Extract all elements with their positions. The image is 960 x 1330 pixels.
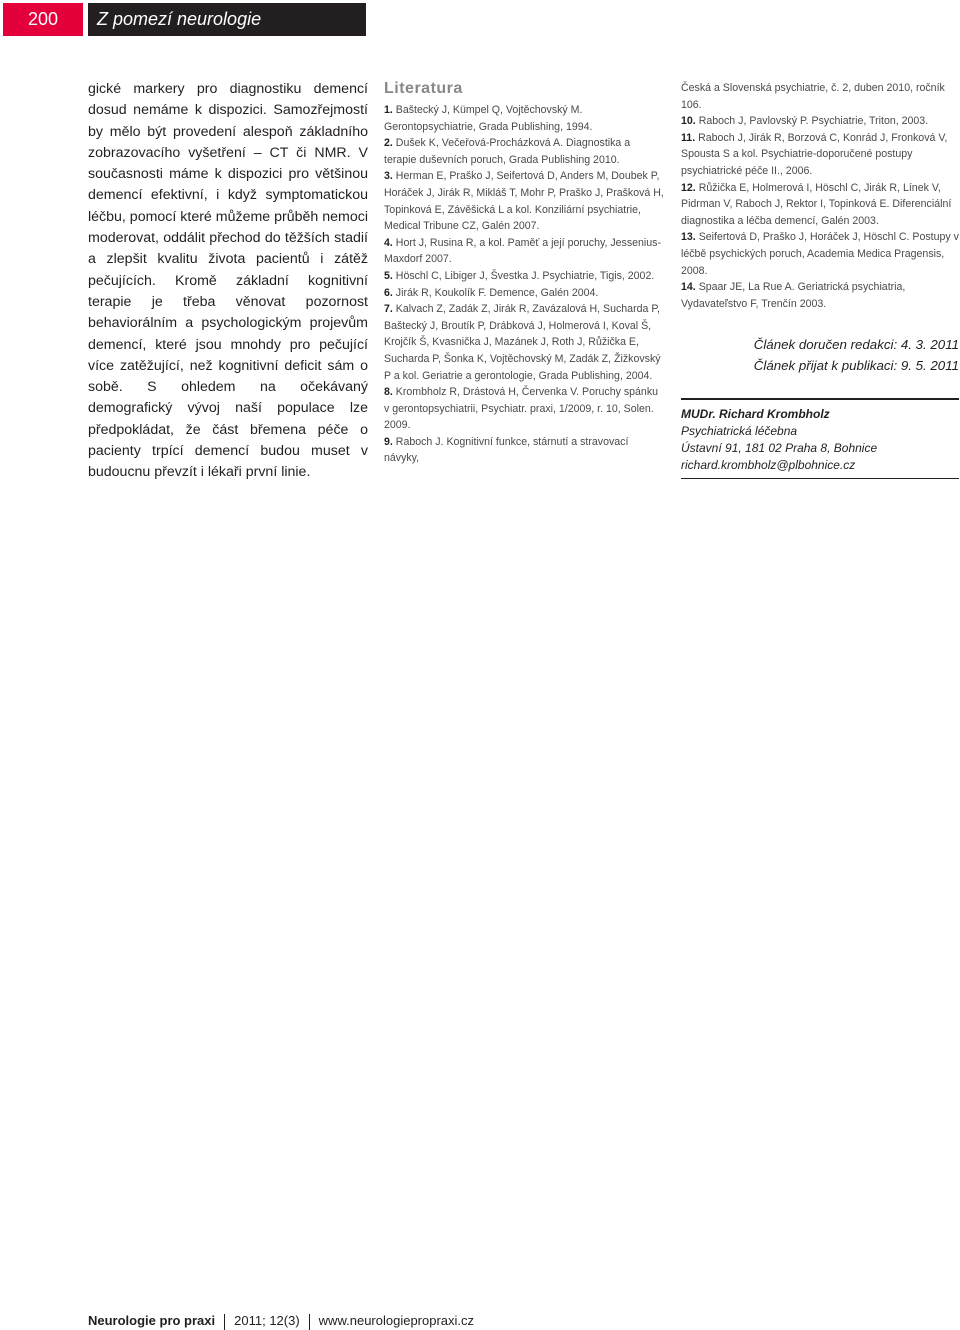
reference-list <box>384 102 664 467</box>
reference-item <box>384 268 664 285</box>
footer-divider <box>224 1314 225 1330</box>
reference-text: Raboch J. Kognitivní funkce, stárnutí a stravovací návyky, <box>384 435 629 465</box>
reference-item <box>384 384 664 434</box>
reference-text: Růžička E, Holmerová I, Höschl C, Jirák R, Línek V, Pidrman V, Raboch J, Rektor I, Topinková E. Diferenciální diagnostika a léčba demencí, Galén 2003. <box>681 181 952 227</box>
reference-text: Jirák R, Koukolík F. Demence, Galén 2004. <box>395 286 599 299</box>
section-title: Z pomezí neurologie <box>88 3 366 36</box>
article-dates <box>681 334 959 376</box>
author-department: Psychiatrická léčebna <box>681 424 798 439</box>
reference-text: Spaar JE, La Rue A. Geriatrická psychiatria, Vydavateľstvo F, Trenčín 2003. <box>681 281 906 310</box>
footer-journal: Neurologie pro praxi <box>88 1313 216 1328</box>
reference-item <box>681 279 959 312</box>
reference-number: 4. <box>384 236 393 249</box>
reference-item <box>384 168 664 234</box>
reference-list-continued <box>681 80 959 312</box>
footer-issue: 2011; 12(3) <box>234 1313 300 1328</box>
author-block <box>681 398 959 478</box>
reference-continuation: Česká a Slovenská psychiatrie, č. 2, duben 2010, ročník 106. <box>681 82 945 111</box>
date-received: Článek doručen redakci: 4. 3. 2011 <box>753 337 959 353</box>
reference-number: 5. <box>384 269 393 282</box>
reference-item <box>384 434 664 467</box>
reference-item <box>384 102 664 135</box>
reference-text: Raboch J, Pavlovský P. Psychiatrie, Triton, 2003. <box>698 115 929 128</box>
author-address: Ústavní 91, 181 02 Praha 8, Bohnice <box>681 440 878 455</box>
reference-number: 3. <box>384 170 393 183</box>
footer <box>88 1313 474 1330</box>
reference-text: Baštecký J, Kümpel Q, Vojtěchovský M. Gerontopsychiatrie, Grada Publishing, 1994. <box>384 104 593 133</box>
footer-divider <box>309 1314 310 1330</box>
references-column <box>384 80 664 467</box>
reference-number: 7. <box>384 303 393 316</box>
reference-number: 8. <box>384 386 393 399</box>
reference-number: 6. <box>384 286 393 299</box>
reference-number: 12. <box>681 181 696 194</box>
reference-item <box>681 180 959 230</box>
reference-text: Höschl C, Libiger J, Švestka J. Psychiatrie, Tigis, 2002. <box>395 269 655 282</box>
footer-website[interactable]: www.neurologiepropraxi.cz <box>318 1313 475 1328</box>
right-column <box>681 80 959 479</box>
reference-item <box>681 229 959 279</box>
reference-number: 2. <box>384 137 393 150</box>
body-paragraph: gické markery pro diagnostiku demencí dosud nemáme k dispozici. Samozřejmostí by mělo být provedení alespoň základního zobrazovacího vyšetření – CT či NMR. V současnosti máme k dispozici pro většinou demencí efektivní, i když symptomatickou léčbu, pomocí které můžeme průběh nemoci moderovat, oddálit přechod do těžších stadií a zlepšit kvalitu života pacientů i zátěž pečujících. Kromě základní kognitivní terapie je třeba věnovat pozornost behaviorálním a psychologickým projevům demencí, které jsou mnohdy pro pečující více zatěžující, než kognitivní deficit sám o sobě. S ohledem na očekávaný demografický vývoj naší populace lze předpokládat, že část břemena péče o pacienty trpící demencí budou muset v budoucnu převzít i lékaři první linie. <box>88 81 368 481</box>
literature-heading: Literatura <box>384 80 463 97</box>
date-accepted: Článek přijat k publikaci: 9. 5. 2011 <box>753 358 959 374</box>
reference-text: Dušek K, Večeřová-Procházková A. Diagnostika a terapie duševních poruch, Grada Publishing 2010. <box>384 137 631 166</box>
reference-number: 9. <box>384 435 393 448</box>
reference-item <box>681 130 959 180</box>
author-name: MUDr. Richard Krombholz <box>681 407 830 422</box>
reference-text: Seifertová D, Praško J, Horáček J, Höschl C. Postupy v léčbě psychických poruch, Academia Medica Pragensis, 2008. <box>681 231 959 277</box>
reference-text: Kalvach Z, Zadák Z, Jirák R, Zavázalová H, Sucharda P, Baštecký J, Broutík P, Drábková J, Holmerová I, Koval Š, Krojčík Š, Kvasnička J, Mazánek J, Roth J, Růžička E, Sucharda P, Šonka K, Vojtěchovský M, Zadák Z, Žižkovský P a kol. Geriatrie a gerontologie, Grada Publishing, 2004. <box>384 303 661 382</box>
reference-number: 1. <box>384 104 393 116</box>
reference-item <box>384 285 664 302</box>
reference-number: 13. <box>681 231 696 244</box>
reference-item <box>681 113 959 130</box>
reference-text: Krombholz R, Drástová H, Červenka V. Poruchy spánku v gerontopsychiatrii, Psychiatr. praxi, 1/2009, r. 10, Solen. 2009. <box>384 386 659 432</box>
reference-text: Herman E, Praško J, Seifertová D, Anders M, Doubek P, Horáček J, Jirák R, Mikláš T, Mohr P, Praško J, Prašková H, Topinková E, Závěšická L a kol. Konziliární psychiatrie, Medical Tribune CZ, Galén 2007. <box>384 170 664 233</box>
author-email[interactable]: richard.krombholz@plbohnice.cz <box>681 457 856 472</box>
reference-text: Raboch J, Jirák R, Borzová C, Konrád J, Fronková V, Spousta S a kol. Psychiatrie-doporučené postupy psychiatrické péče II., 2006. <box>681 131 948 177</box>
reference-item <box>384 135 664 168</box>
reference-text: Hort J, Rusina R, a kol. Paměť a její poruchy, Jessenius-Maxdorf 2007. <box>384 236 661 266</box>
reference-item <box>384 235 664 268</box>
reference-item <box>384 301 664 384</box>
reference-number: 11. <box>681 131 696 144</box>
reference-number: 14. <box>681 281 696 294</box>
reference-number: 10. <box>681 115 696 128</box>
page-number: 200 <box>3 3 83 36</box>
body-text-column <box>88 79 368 484</box>
